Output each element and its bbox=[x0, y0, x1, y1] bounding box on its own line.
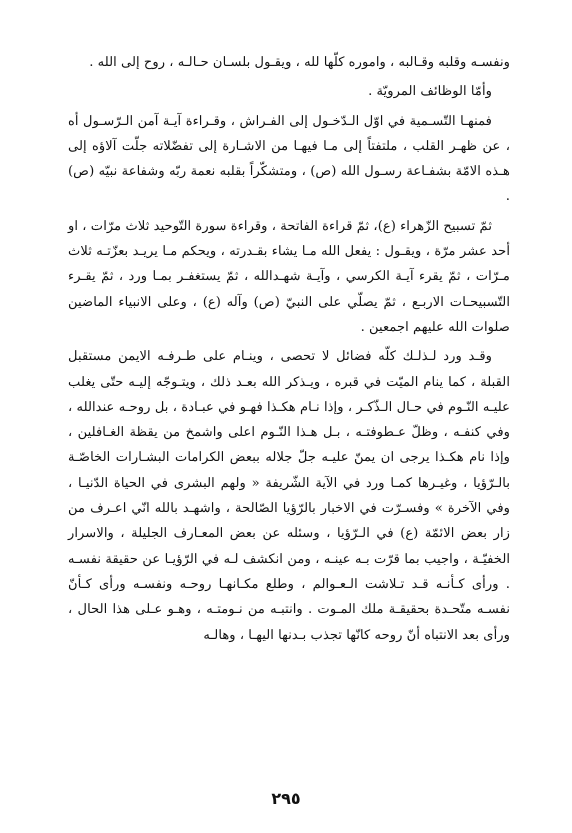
paragraph: وقـد ورد لـذلـك كلّه فضائل لا تحصى ، وينـام على طـرفـه الايمن مستقبل القبلة ، كما ينام الميّت في قبره ، ويـذكر الله بعـد ذلك ، ويتـوجّه إليـه حتّى يغلب عليـه النّـوم في حـال الـذّكـر ، وإذا نـام هكـذا فهـو في عبـادة ، بل روحـه عندالله ، وفي كنفـه ، وظلّ عـطوفتـه ، بـل هـذا النّـوم اعلى واشمخ من يقظة الغـافلين ، وإذا نام هكـذا يرجى ان يمنّ عليـه جلّ جلاله ببعض الكرامات البشـارات الخاصّـة بالـرّؤيا ، وغيـرها كمـا ورد في الآية الشّريفة « ولهم البشرى في الحياة الدّنيـا ، وفي الآخرة » وفسـرّت في الاخبار بالرّؤيا الصّالحة ، واشهـد بالله انّي اعـرف من زار بعض الائمّة (ع) في الـرّؤيا ، وسئله عن بعض المعـارف الجليلة ، والاسرار الخفيّـة ، واجيب بما قرّت بـه عينـه ، ومن انكشف لـه في الرّؤيـا عن حقيقة نفسـه . ورأى كـأنـه قـد تـلاشت الـعـوالم ، وطلع مكـانهـا روحـه ونفسـه ورأى كـأنّ نفسـه متّحـدة بحقيقـة ملك المـوت . وانتبـه من نـومتـه ، وهـو عـلى هذا الحال ، ورأى بعد الانتباه أنّ روحه كانّها تجذب بـدنها اليهـا ، وهالـه bbox=[68, 349, 510, 643]
paragraph: فمنهـا التّسـمية في اوّل الـدّخـول إلى الفـراش ، وقـراءة آيـة آمن الـرّسـول أه ، عن ظهـر القلب ، ملتفتاً إلى مـا فيهـا من الاشـارة إلى تفضّلاته جلّت آلاؤه إلى هـذه الامّة بشفـاعة رسـول الله (ص) ، ومتشكّراً بقلبه نعمة ربّه وشفاعة نبيّه (ص) . bbox=[68, 113, 510, 205]
page-number: ٢٩٥ bbox=[271, 789, 301, 808]
page-body bbox=[68, 50, 510, 652]
paragraph-continuation: ونفسـه وقلبه وقـالبه ، واموره كلّها لله ، ويقـول بلسـان حـالـه ، روح إلى الله . bbox=[89, 55, 510, 70]
paragraph: ثمّ تسبيح الزّهراء (ع)، ثمّ قراءة الفاتحة ، وقراءة سورة التّوحيد ثلاث مرّات ، او أحد عشر مرّة ، ويقـول : يفعل الله مـا يشاء بقـدرته ، ويحكم مـا يريـد بعزّتـه ثلاث مـرّات ، ثمّ يقرء آيـة الكرسي ، وآيـة شهـدالله ، ثمّ يستغفـر بمـا ورد ، ثمّ يقـرء التّسبيحـات الاربـع ، ثمّ يصلّي على النبيّ (ص) وآله (ع) ، وعلى الانبياء الماضين صلوات الله عليهم اجمعين . bbox=[68, 218, 510, 335]
section-heading: وأمّا الوظائف المرويّة . bbox=[368, 84, 492, 100]
